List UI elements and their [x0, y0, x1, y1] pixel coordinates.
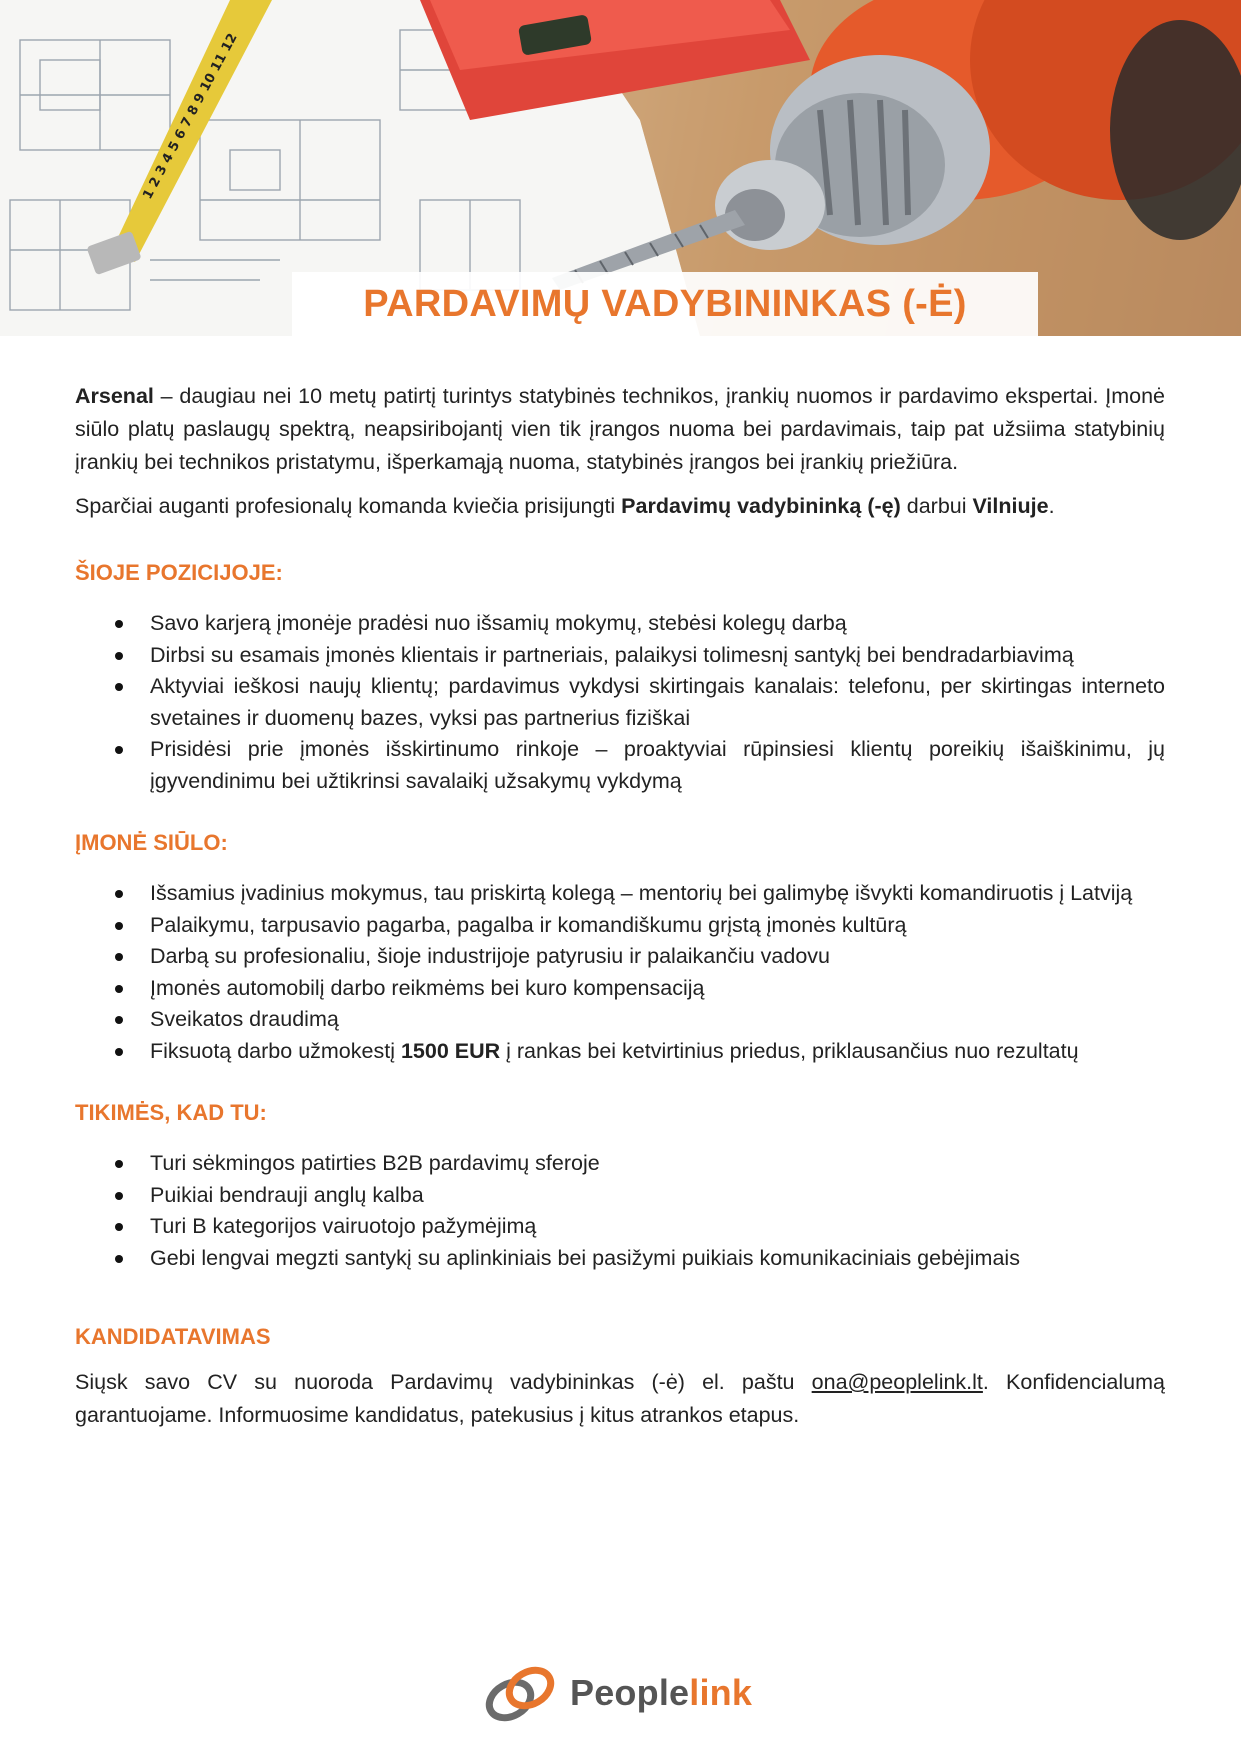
company-name: Arsenal [75, 384, 154, 408]
section-heading-position: ŠIOJE POZICIJOJE: [75, 560, 283, 585]
intro-text: – daugiau nei 10 metų patirtį turintys statybinės technikos, įrankių nuomos ir pardavimo ekspertai. Įmonė siūlo platų paslaugų spektrą, neapsiribojantį vien tik įrangos nuoma bei pardavimais, taip pat užsiima statybinių įrankių bei technikos pristatymu, išperkamąją nuoma, statybinės įrangos bei įrankių priežiūra. [75, 384, 1165, 474]
section-heading-expect: TIKIMĖS, KAD TU: [75, 1100, 267, 1125]
list-item: Palaikymu, tarpusavio pagarba, pagalba ir komandiškumu grįstą įmonės kultūrą [75, 910, 1165, 942]
expect-list [75, 1148, 1165, 1274]
list-item-salary [75, 1036, 1165, 1068]
logo-accent-text: link [689, 1672, 753, 1713]
apply-paragraph [75, 1366, 1165, 1432]
section-heading-offer: ĮMONĖ SIŪLO: [75, 830, 228, 855]
invite-text-before: Sparčiai auganti profesionalų komanda kviečia prisijungti [75, 494, 622, 518]
section-heading-apply: KANDIDATAVIMAS [75, 1324, 271, 1349]
list-item: Turi sėkmingos patirties B2B pardavimų sferoje [75, 1148, 1165, 1180]
list-item: Puikiai bendrauji anglų kalba [75, 1180, 1165, 1212]
list-item: Gebi lengvai megzti santykį su aplinkiniais bei pasižymi puikiais komunikaciniais gebėjimais [75, 1243, 1165, 1275]
logo-main-text: People [570, 1672, 690, 1713]
list-item: Dirbsi su esamais įmonės klientais ir partneriais, palaikysi tolimesnį santykį bei bendradarbiavimą [75, 640, 1165, 672]
logo-wordmark [570, 1672, 752, 1714]
invite-position: Pardavimų vadybininką (-ę) [621, 494, 901, 518]
peoplelink-logo-icon [480, 1658, 564, 1734]
apply-text-before: Siųsk savo CV su nuoroda Pardavimų vadybininkas (-ė) el. paštu [75, 1370, 812, 1394]
salary-amount: 1500 EUR [400, 1038, 501, 1063]
tape-marks: 1 2 3 4 5 6 7 8 9 10 11 12 [140, 31, 241, 202]
invite-text-after: . [1048, 494, 1055, 518]
invite-city: Vilniuje [972, 494, 1049, 518]
peoplelink-logo [480, 1658, 780, 1734]
list-item: Turi B kategorijos vairuotojo pažymėjimą [75, 1211, 1165, 1243]
list-item: Prisidėsi prie įmonės išskirtinumo rinkoje – proaktyviai rūpinsiesi klientų poreikių išaiškinimu, jų įgyvendinimu bei užtikrinsi savalaikį užsakymų vykdymą [75, 734, 1165, 797]
salary-text-before: Fiksuotą darbo užmokestį [150, 1038, 401, 1063]
list-item: Įmonės automobilį darbo reikmėms bei kuro kompensaciją [75, 973, 1165, 1005]
list-item: Sveikatos draudimą [75, 1004, 1165, 1036]
list-item: Aktyviai ieškosi naujų klientų; pardavimus vykdysi skirtingais kanalais: telefonu, per skirtingas interneto svetaines ir duomenų bazes, vyksi pas partnerius fiziškai [75, 671, 1165, 734]
main-content [75, 380, 1165, 1432]
list-item: Išsamius įvadinius mokymus, tau priskirtą kolegą – mentorių bei galimybę išvykti komandiruotis į Latviją [75, 878, 1165, 910]
salary-text-after: į rankas bei ketvirtinius priedus, priklausančius nuo rezultatų [500, 1038, 1079, 1063]
intro-paragraph [75, 380, 1165, 479]
invite-paragraph [75, 490, 1165, 523]
apply-text-after: . Konfidencialumą garantuojame. Informuosime kandidatus, patekusius į kitus atrankos etapus. [75, 1370, 1165, 1427]
page-title: PARDAVIMŲ VADYBININKAS (-Ė) [363, 283, 967, 325]
list-item: Savo karjerą įmonėje pradėsi nuo išsamių mokymų, stebėsi kolegų darbą [75, 608, 1165, 640]
hero-banner [0, 0, 1241, 336]
email-link[interactable]: ona@peoplelink.lt [811, 1370, 983, 1394]
list-item: Darbą su profesionaliu, šioje industrijoje patyrusiu ir palaikančiu vadovu [75, 941, 1165, 973]
invite-text-middle: darbui [900, 494, 973, 518]
position-list [75, 608, 1165, 797]
offer-list [75, 878, 1165, 1067]
